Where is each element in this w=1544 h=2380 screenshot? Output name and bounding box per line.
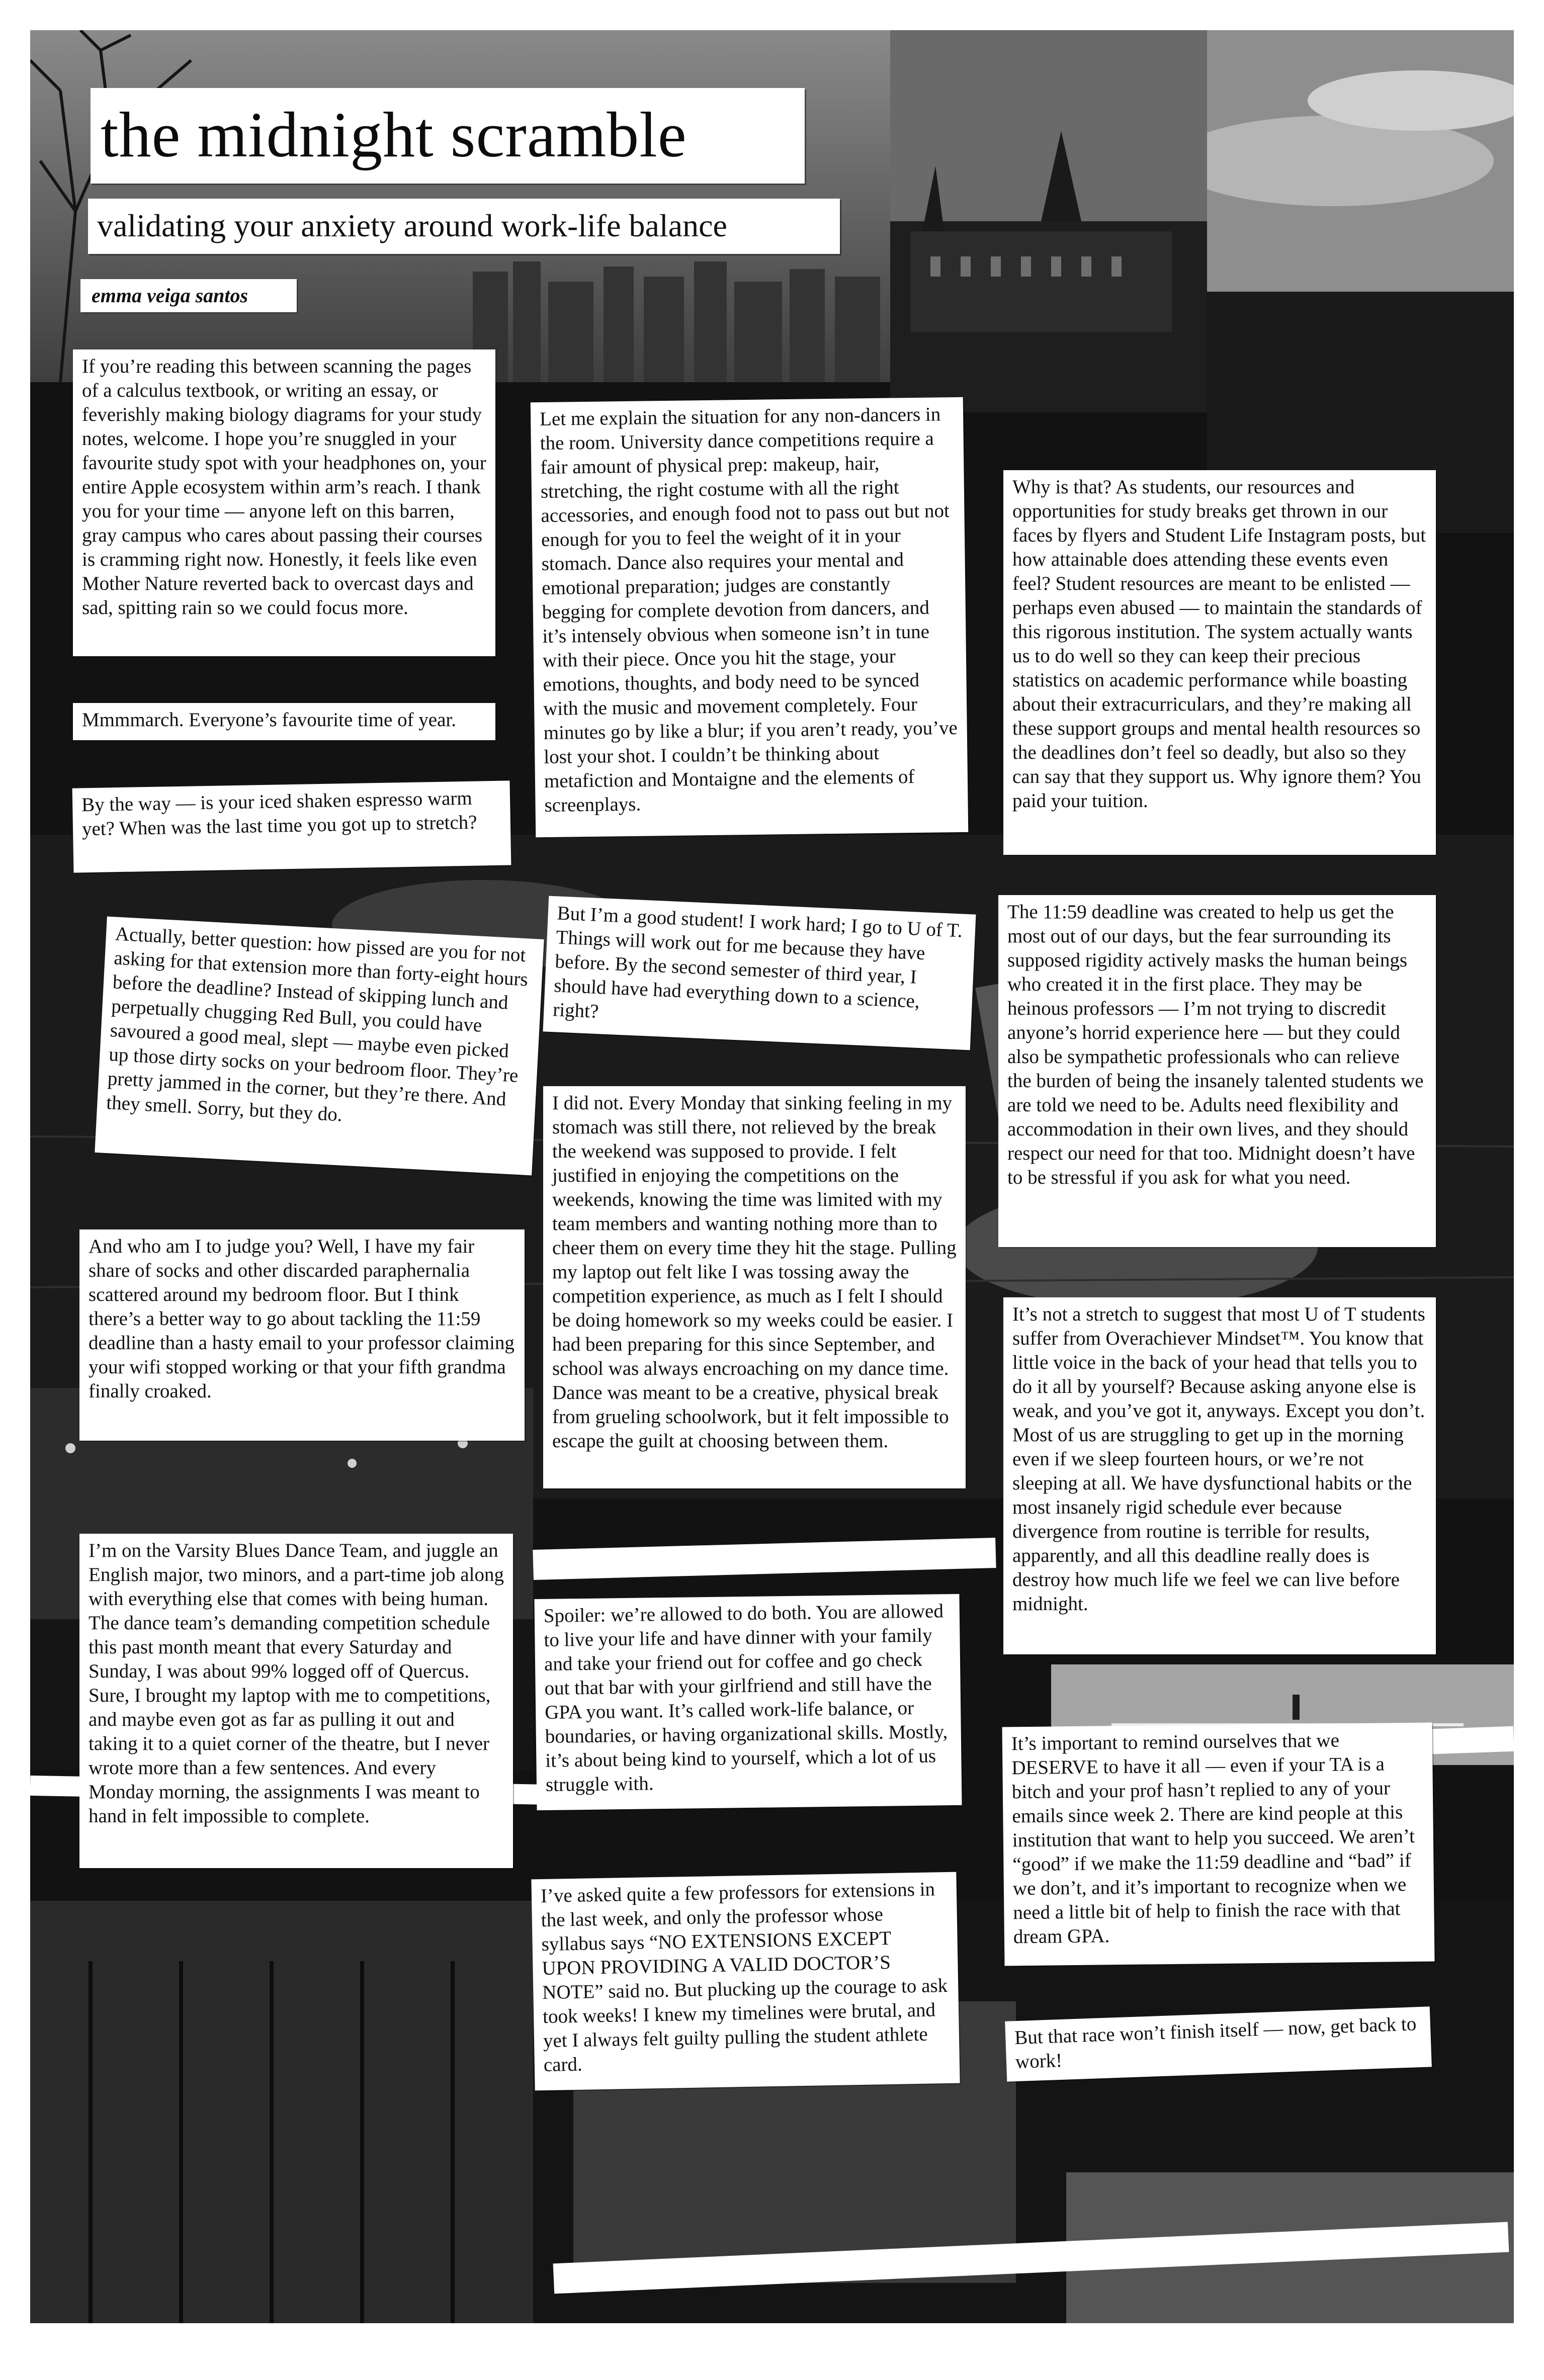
paragraph-text: I’m on the Varsity Blues Dance Team, and juggle an English major, two minors, and a part-time job along with everything else that comes with being human. The dance team’s demanding competition schedule this past month meant that every Saturday and Sunday, I was about 99% logged off of Quercus. Sure, I brought my laptop with me to competitions, and maybe even got as far as pulling it out and taking it to a quiet corner of the theatre, but I never wrote more than a few sentences. And every Monday morning, the assignments I was meant to hand in felt impossible to complete. [89, 1540, 504, 1827]
paragraph-slip [543, 1086, 966, 1488]
torn-paper-strip [533, 1538, 996, 1580]
paragraph-slip [1003, 470, 1436, 855]
paragraph-slip [79, 1534, 513, 1868]
article-title: the midnight scramble [101, 99, 687, 170]
paragraph-text: Actually, better question: how pissed are you for not asking for that extension more than forty-eight hours before the deadline? Instead of skipping lunch and perpetually chugging Red Bull, you could have savoured a good meal, slept — maybe even picked up those dirty socks on your bedroom floor. They’re pretty jammed in the corner, but they’re there. And they smell. Sorry, but they do. [106, 923, 529, 1126]
paragraph-text: If you’re reading this between scanning the pages of a calculus textbook, or writing an essay, or feverishly making biology diagrams for your study notes, welcome. I hope you’re snuggled in your favourite study spot with your headphones on, your entire Apple ecosystem within arm’s reach. I thank you for your time — anyone left on this barren, gray campus who cares about passing their courses is cramming right now. Honestly, it feels like even Mother Nature reverted back to overcast days and sad, spitting rain so we could focus more. [82, 356, 486, 619]
article-subtitle: validating your anxiety around work-life balance [97, 208, 727, 243]
paragraph-text: Mmmmarch. Everyone’s favourite time of year. [82, 709, 457, 731]
paragraph-slip [1002, 1723, 1435, 1966]
paragraph-slip [1003, 1297, 1436, 1654]
cloudy-sky-photo [1207, 30, 1514, 533]
paragraph-slip [531, 1872, 960, 2091]
paragraph-text: And who am I to judge you? Well, I have my fair share of socks and other discarded paraphernalia scattered around my bedroom floor. But I think there’s a better way to go about tackling the 11:59 deadline than a hasty email to your professor claiming your wifi stopped working or that your fifth grandma finally croaked. [89, 1236, 514, 1402]
paragraph-text: But that race won’t finish itself — now, get back to work! [1014, 2013, 1417, 2073]
paragraph-slip [543, 896, 976, 1050]
paragraph-text: Let me explain the situation for any non-dancers in the room. University dance competitions require a fair amount of physical prep: makeup, hair, stretching, the right costume with all the right accessories, and enough food not to pass out but not enough for you to feel the weight of it in your stomach. Dance also requires your mental and emotional preparation; judges are constantly begging for complete devotion from dancers, and it’s intensely obvious when someone isn’t in tune with their piece. Once you hit the stage, your emotions, thoughts, and body need to be synced with the music and movement completely. Four minutes go by like a blur; if you aren’t ready, you’ve lost your shot. I couldn’t be thinking about metafiction and Montaigne and the elements of screenplays. [539, 403, 958, 817]
paragraph-slip [73, 349, 495, 656]
paragraph-slip [998, 895, 1436, 1247]
paragraph-slip [534, 1594, 962, 1810]
paragraph-text: Why is that? As students, our resources and opportunities for study breaks get thrown in our faces by flyers and Student Life Instagram posts, but how attainable does attending these events even feel? Student resources are meant to be enlisted — perhaps even abused — to maintain the standards of this rigorous institution. The system actually wants us to do well so they can keep their precious statistics on academic performance while boasting about their extracurriculars, and they’re making all these support groups and mental health resources so the deadlines don’t feel so deadly, but also so they can say that they support us. Why ignore them? You paid your tuition. [1012, 476, 1426, 812]
title-slip [91, 88, 805, 184]
author-byline: emma veiga santos [92, 284, 248, 307]
paragraph-text: The 11:59 deadline was created to help us get the most out of our days, but the fear surrounding its supposed rigidity actively masks the human beings who created it in the first place. They may be heinous professors — I’m not trying to discredit anyone’s horrid experience here — but they could also be sympathetic professionals who can relieve the burden of being the insanely talented students we are told we need to be. Adults need flexibility and accommodation in their own lives, and they should respect our need for that too. Midnight doesn’t have to be stressful if you ask for what you need. [1007, 901, 1424, 1188]
subtitle-slip [88, 199, 840, 254]
paragraph-text: It’s not a stretch to suggest that most U of T students suffer from Overachiever Mindset™. You know that little voice in the back of your head that tells you to do it all by yourself? Because asking anyone else is weak, and you’ve got it, anyways. Except you don’t. Most of us are struggling to get up in the morning even if we sleep fourteen hours, or we’re not sleeping at all. We have dysfunctional habits or the most insanely rigid schedule ever because divergence from routine is terrible for results, apparently, and all this deadline really does is destroy how much life we feel we can live before midnight. [1012, 1303, 1425, 1615]
paragraph-text: I did not. Every Monday that sinking feeling in my stomach was still there, not relieved by the break the weekend was supposed to provide. I felt justified in enjoying the competitions on the weekends, knowing the time was limited with my team members and wanting nothing more than to cheer them on every time they hit the stage. Pulling my laptop out felt like I was tossing away the competition experience, as much as I felt I should be doing homework so my weeks could be easier. I had been preparing for this since September, and school was always encroaching on my dance time. Dance was meant to be a creative, physical break from grueling schoolwork, but it felt impossible to escape the guilt at choosing between them. [552, 1092, 957, 1452]
gothic-building-photo [890, 30, 1212, 412]
byline-slip [80, 279, 297, 312]
paragraph-text: But I’m a good student! I work hard; I go to U of T. Things will work out for me because they have before. By the second semester of third year, I should have had everything down to a science, right? [552, 902, 963, 1023]
paragraph-slip [531, 397, 969, 837]
paragraph-text: Spoiler: we’re allowed to do both. You are allowed to live your life and have dinner with your family and take your friend out for coffee and go check out that bar with your girlfriend and still have the GPA you want. It’s called work-life balance, or boundaries, or having organizational skills. Mostly, it’s about being kind to yourself, which a lot of us struggle with. [543, 1600, 948, 1796]
paragraph-slip [95, 917, 544, 1176]
paragraph-slip [72, 780, 511, 872]
paragraph-slip [73, 703, 495, 740]
paragraph-text: By the way — is your iced shaken espresso warm yet? When was the last time you got up to stretch? [81, 787, 477, 840]
paragraph-text: It’s important to remind ourselves that we DESERVE to have it all — even if your TA is a bitch and your prof hasn’t replied to any of your emails since week 2. There are kind people at this institution that want to help you succeed. We aren’t “good” if we make the 11:59 deadline and “bad” if we don’t, and it’s important to recognize when we need a little bit of help to finish the race with that dream GPA. [1011, 1729, 1415, 1948]
paragraph-text: I’ve asked quite a few professors for extensions in the last week, and only the professor whose syllabus says “NO EXTENSIONS EXCEPT UPON PROVIDING A VALID DOCTOR’S NOTE” said no. But plucking up the courage to ask took weeks! I knew my timelines were brutal, and yet I always felt guilty pulling the student athlete card. [540, 1878, 948, 2076]
paragraph-slip [79, 1229, 525, 1441]
